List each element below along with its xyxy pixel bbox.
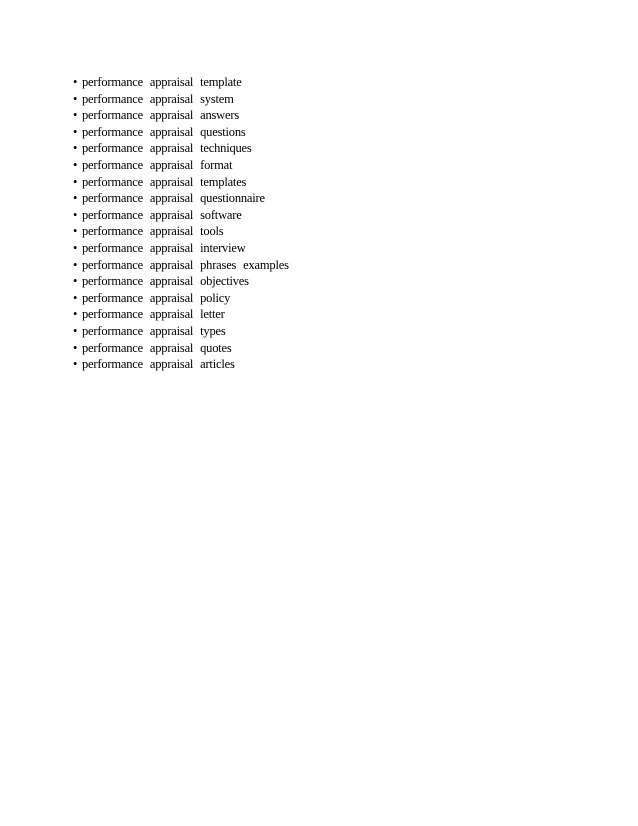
bullet-icon: • bbox=[73, 224, 78, 239]
bullet-icon: • bbox=[73, 207, 78, 222]
bullet-icon: • bbox=[73, 274, 78, 289]
list-item bbox=[73, 273, 289, 290]
bullet-icon: • bbox=[73, 340, 78, 355]
bullet-icon: • bbox=[73, 108, 78, 123]
list-item bbox=[73, 356, 289, 373]
list-item-text: performance appraisal letter bbox=[82, 307, 225, 322]
list-item bbox=[73, 257, 289, 274]
bullet-list bbox=[73, 74, 289, 373]
bullet-icon: • bbox=[73, 124, 78, 139]
bullet-icon: • bbox=[73, 357, 78, 372]
list-item bbox=[73, 306, 289, 323]
list-item-text: performance appraisal quotes bbox=[82, 340, 232, 355]
list-item-text: performance appraisal policy bbox=[82, 290, 231, 305]
list-item bbox=[73, 240, 289, 257]
list-item bbox=[73, 140, 289, 157]
list-item-text: performance appraisal objectives bbox=[82, 274, 249, 289]
list-item bbox=[73, 157, 289, 174]
bullet-icon: • bbox=[73, 257, 78, 272]
list-item bbox=[73, 290, 289, 307]
list-item-text: performance appraisal software bbox=[82, 207, 242, 222]
list-item bbox=[73, 323, 289, 340]
list-item-text: performance appraisal articles bbox=[82, 357, 235, 372]
bullet-icon: • bbox=[73, 307, 78, 322]
list-item bbox=[73, 91, 289, 108]
list-item-text: performance appraisal techniques bbox=[82, 141, 252, 156]
bullet-icon: • bbox=[73, 290, 78, 305]
list-item-text: performance appraisal phrases examples bbox=[82, 257, 289, 272]
list-item-text: performance appraisal templates bbox=[82, 174, 247, 189]
list-item-text: performance appraisal interview bbox=[82, 240, 246, 255]
list-item-text: performance appraisal types bbox=[82, 323, 226, 338]
bullet-icon: • bbox=[73, 240, 78, 255]
list-item-text: performance appraisal template bbox=[82, 75, 242, 89]
list-item bbox=[73, 174, 289, 191]
list-item-text: performance appraisal system bbox=[82, 91, 234, 106]
list-item-text: performance appraisal tools bbox=[82, 224, 224, 239]
bullet-icon: • bbox=[73, 323, 78, 338]
list-item bbox=[73, 107, 289, 124]
bullet-icon: • bbox=[73, 191, 78, 206]
list-item bbox=[73, 74, 289, 91]
list-item bbox=[73, 223, 289, 240]
bullet-icon: • bbox=[73, 75, 78, 89]
list-item-text: performance appraisal questionnaire bbox=[82, 191, 265, 206]
list-item-text: performance appraisal format bbox=[82, 157, 233, 172]
list-item bbox=[73, 124, 289, 141]
list-item-text: performance appraisal questions bbox=[82, 124, 246, 139]
bullet-icon: • bbox=[73, 174, 78, 189]
list-item bbox=[73, 207, 289, 224]
list-item bbox=[73, 190, 289, 207]
bullet-icon: • bbox=[73, 157, 78, 172]
bullet-icon: • bbox=[73, 91, 78, 106]
list-item bbox=[73, 340, 289, 357]
bullet-icon: • bbox=[73, 141, 78, 156]
list-item-text: performance appraisal answers bbox=[82, 108, 239, 123]
